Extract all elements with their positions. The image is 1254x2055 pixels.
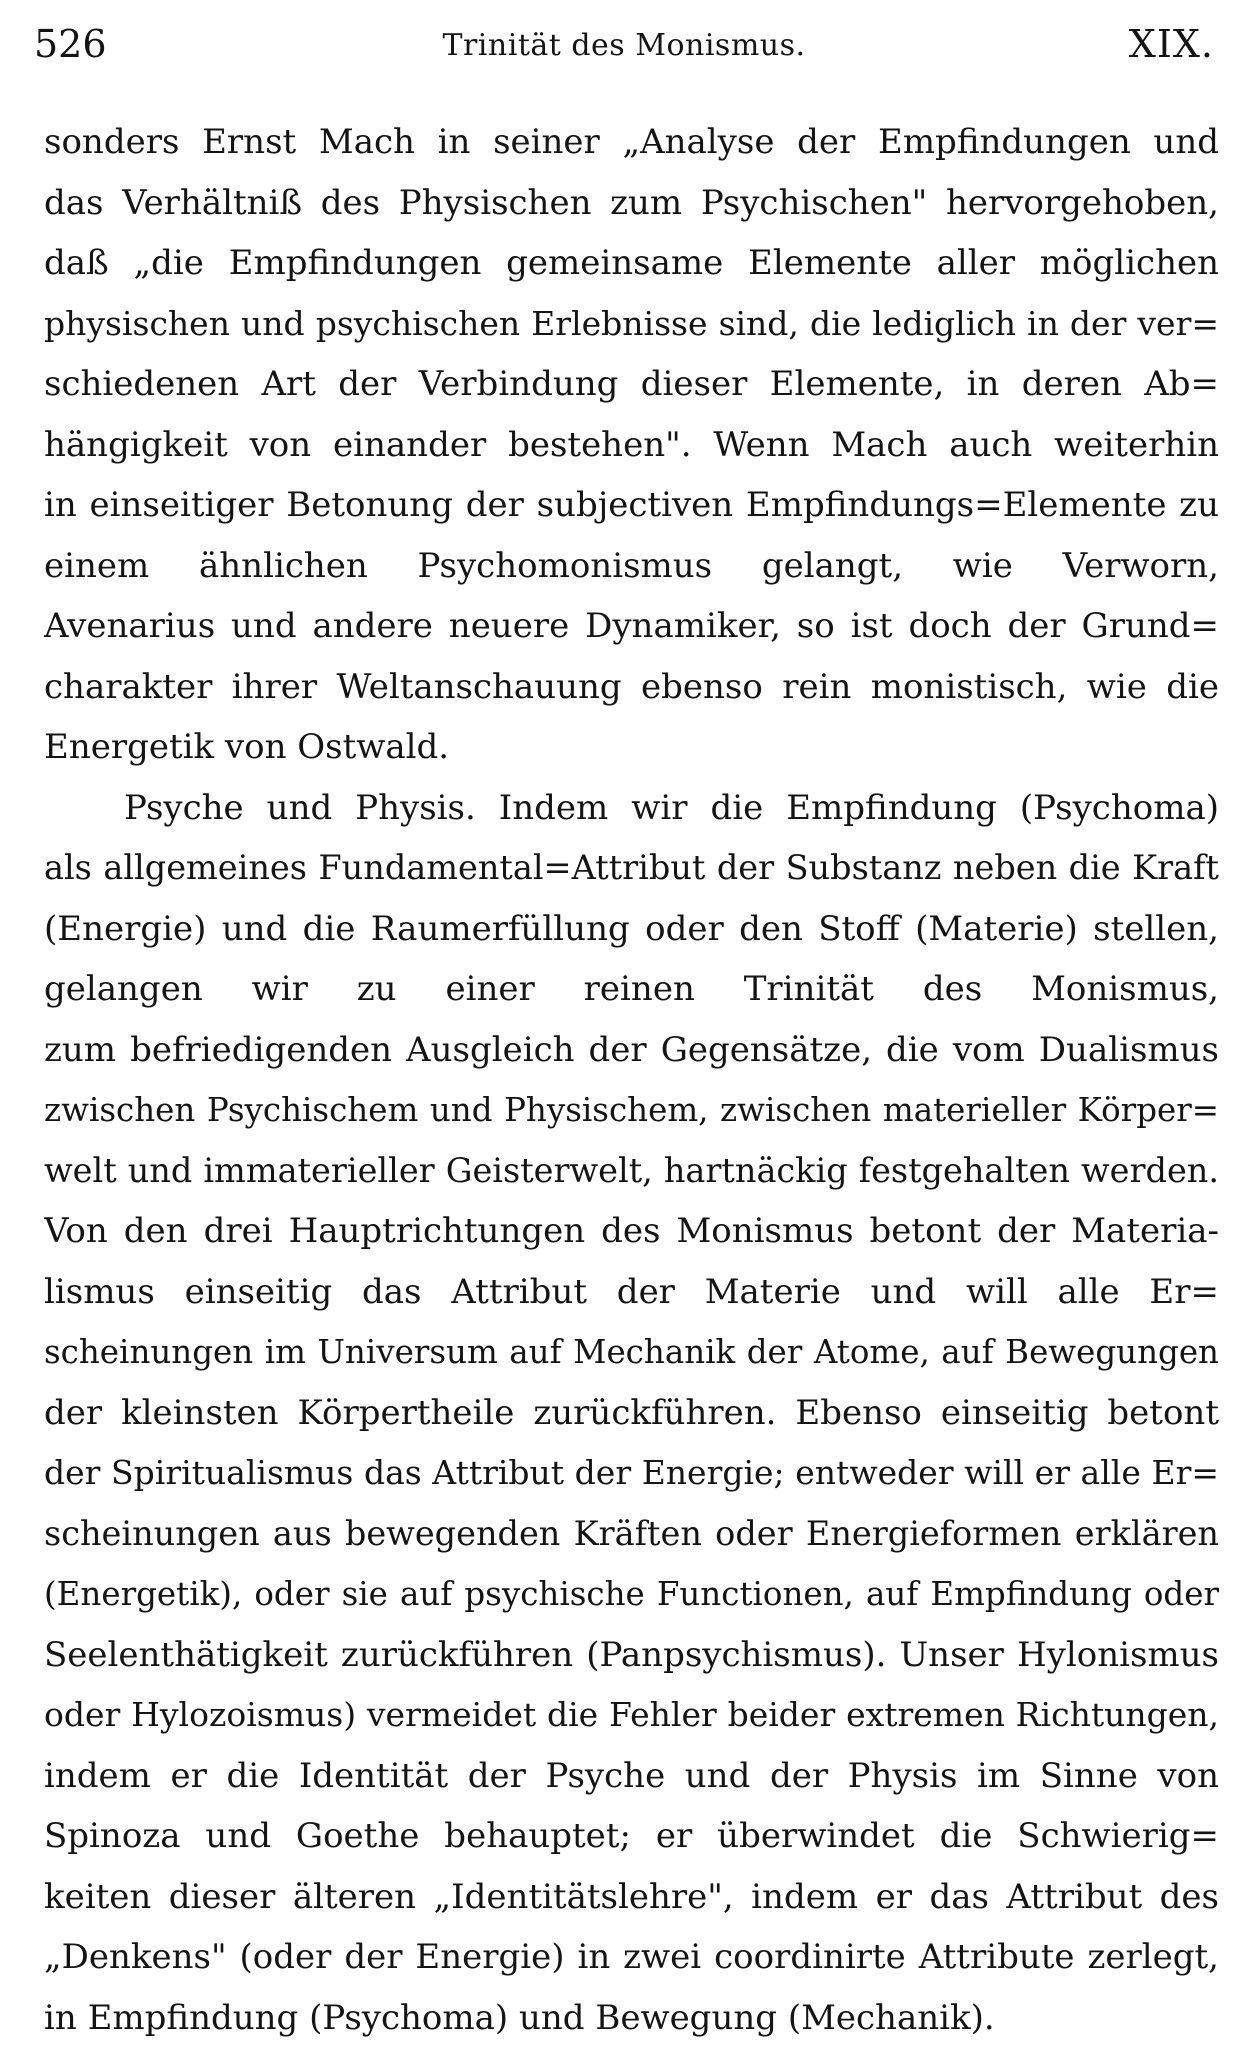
text-line: Avenarius und andere neuere Dynamiker, so ist doch der Grund=	[44, 606, 1219, 646]
text-line: Seelenthätigkeit zurückführen (Panpsychismus). Unser Hylonismus	[44, 1634, 1219, 1675]
text-line: einem ähnlichen Psychomonismus gelangt, wie Verworn,	[44, 545, 1219, 586]
text-line: in einseitiger Betonung der subjectiven Empfindungs=Elemente zu	[44, 485, 1219, 525]
text-line: hängigkeit von einander bestehen". Wenn Mach auch weiterhin	[44, 424, 1219, 465]
text-line: physischen und psychischen Erlebnisse sind, die lediglich in der ver=	[44, 303, 1219, 343]
chapter-number: XIX.	[1128, 22, 1214, 66]
body-text	[44, 112, 1219, 2048]
text-line: indem er die Identität der Psyche und der Physis im Sinne von	[44, 1755, 1219, 1796]
text-line: oder Hylozoismus) vermeidet die Fehler beider extremen Richtungen,	[44, 1695, 1219, 1734]
text-line: als allgemeines Fundamental=Attribut der Substanz neben die Kraft	[44, 848, 1219, 887]
page-header	[34, 22, 1214, 78]
text-line: (Energie) und die Raumerfüllung oder den Stoff (Materie) stellen,	[44, 908, 1219, 949]
text-line: der kleinsten Körpertheile zurückführen. Ebenso einseitig betont	[44, 1392, 1219, 1433]
text-line: das Verhältniß des Physischen zum Psychischen" hervorgehoben,	[44, 182, 1219, 223]
text-line: Energetik von Ostwald.	[44, 727, 450, 767]
text-line: gelangen wir zu einer reinen Trinität des Monismus,	[44, 969, 1219, 1009]
running-title: Trinität des Monismus.	[442, 28, 806, 63]
text-line: charakter ihrer Weltanschauung ebenso rein monistisch, wie die	[44, 666, 1219, 707]
text-line: sonders Ernst Mach in seiner „Analyse der Empfindungen und	[44, 122, 1219, 162]
text-line: „Denkens" (oder der Energie) in zwei coordinirte Attribute zerlegt,	[44, 1937, 1219, 1977]
text-line: zum befriedigenden Ausgleich der Gegensätze, die vom Dualismus	[44, 1029, 1219, 1070]
text-line: schiedenen Art der Verbindung dieser Elemente, in deren Ab=	[44, 364, 1219, 404]
section-start-line: Psyche und Physis. Indem wir die Empfindung (Psychoma)	[124, 787, 1219, 828]
text-line: (Energetik), oder sie auf psychische Functionen, auf Empfindung oder	[44, 1575, 1219, 1613]
text-line: scheinungen aus bewegenden Kräften oder Energieformen erklären	[44, 1513, 1219, 1553]
text-line: lismus einseitig das Attribut der Materie und will alle Er=	[44, 1271, 1219, 1312]
text-line: welt und immaterieller Geisterwelt, hartnäckig festgehalten werden.	[44, 1150, 1219, 1190]
page-number: 526	[34, 22, 107, 66]
text-line: Von den drei Hauptrichtungen des Monismus betont der Materia-	[44, 1211, 1219, 1251]
text-line: der Spiritualismus das Attribut der Energie; entweder will er alle Er=	[44, 1453, 1219, 1492]
text-line: daß „die Empfindungen gemeinsame Elemente aller möglichen	[44, 243, 1219, 283]
text-line: Spinoza und Goethe behauptet; er überwindet die Schwierig=	[44, 1816, 1219, 1856]
text-line: zwischen Psychischem und Physischem, zwischen materieller Körper=	[44, 1091, 1219, 1129]
text-line: scheinungen im Universum auf Mechanik der Atome, auf Bewegungen	[44, 1333, 1219, 1371]
text-line: keiten dieser älteren „Identitätslehre", indem er das Attribut des	[44, 1876, 1219, 1917]
text-line: in Empfindung (Psychoma) und Bewegung (Mechanik).	[44, 1997, 995, 2038]
